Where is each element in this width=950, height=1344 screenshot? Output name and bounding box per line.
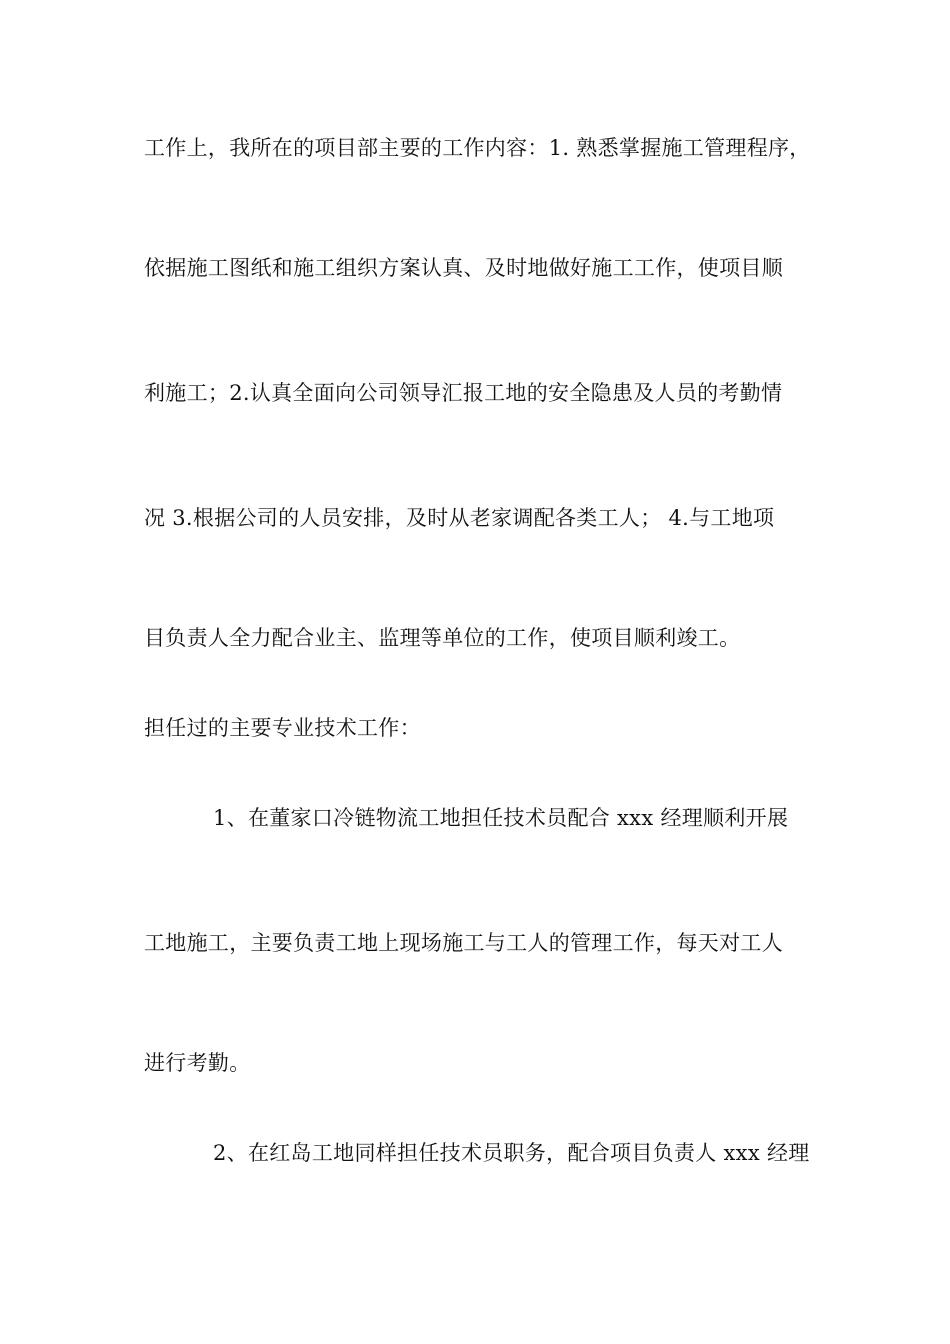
list-item-1-line: 工地施工，主要负责工地上现场施工与工人的管理工作，每天对工人: [144, 931, 783, 955]
paragraph-line: 目负责人全力配合业主、监理等单位的工作，使项目顺利竣工。: [144, 626, 741, 650]
paragraph-line: 依据施工图纸和施工组织方案认真、及时地做好施工工作，使项目顺: [144, 256, 783, 280]
list-item-1-line: 进行考勤。: [144, 1051, 251, 1075]
section-heading: 担任过的主要专业技术工作：: [144, 716, 421, 740]
list-item-1-line: 1、在董家口冷链物流工地担任技术员配合 xxx 经理顺利开展: [213, 806, 789, 830]
list-item-2-line: 2、在红岛工地同样担任技术员职务，配合项目负责人 xxx 经理: [213, 1141, 810, 1165]
paragraph-line: 工作上，我所在的项目部主要的工作内容：1. 熟悉掌握施工管理程序，: [144, 136, 811, 160]
paragraph-line: 利施工；2.认真全面向公司领导汇报工地的安全隐患及人员的考勤情: [144, 381, 783, 405]
paragraph-line: 况 3.根据公司的人员安排，及时从老家调配各类工人； 4.与工地项: [144, 506, 775, 530]
